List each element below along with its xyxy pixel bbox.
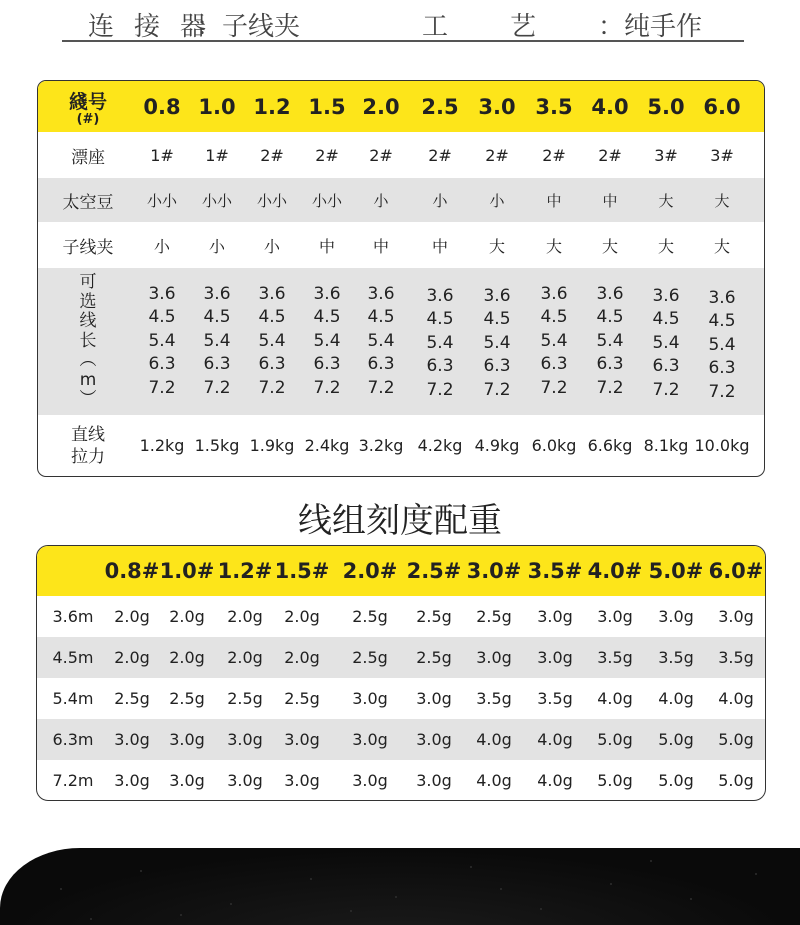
weight-size-header: 3.5#	[527, 559, 583, 583]
float-seat-cell: 3#	[710, 145, 734, 165]
texture-speck	[650, 860, 652, 862]
texture-speck	[470, 866, 472, 868]
length-value: 6.3	[203, 354, 231, 375]
weight-cell: 5.0g	[597, 771, 633, 790]
float-seat-cell: 3#	[654, 145, 678, 165]
weight-cell: 3.0g	[227, 771, 263, 790]
weight-cell: 2.0g	[114, 648, 150, 667]
length-value: 4.5	[258, 307, 286, 328]
size-header-cell: 2.0	[362, 94, 400, 119]
weight-cell: 3.0g	[284, 730, 320, 749]
weight-cell: 4.0g	[537, 730, 573, 749]
length-value: 6.3	[367, 354, 395, 375]
weight-size-header: 0.8#	[104, 559, 160, 583]
weight-size-header: 1.0#	[159, 559, 215, 583]
texture-speck	[395, 896, 397, 898]
texture-speck	[230, 903, 232, 905]
line-length-cell	[189, 268, 245, 415]
line-size-label: 綫号	[68, 91, 107, 113]
float-seat-cell: 1#	[150, 145, 174, 165]
connector-value: ：子线夹	[196, 12, 301, 42]
length-value: 4.5	[148, 307, 176, 328]
length-value: 3.6	[148, 283, 176, 304]
weight-cell: 4.0g	[476, 771, 512, 790]
texture-speck	[310, 878, 312, 880]
length-value: 5.4	[203, 330, 231, 351]
weight-cell: 3.0g	[352, 689, 388, 708]
size-header-cell: 1.2	[253, 94, 291, 119]
space-bean-cell: 小	[489, 191, 505, 210]
line-length-label-char: ︵	[79, 350, 97, 371]
weight-cell: 2.0g	[284, 648, 320, 667]
float-seat-cell: 2#	[485, 145, 509, 165]
length-value: 6.3	[258, 354, 286, 375]
float-seat-label: 漂座	[71, 147, 105, 168]
length-value: 7.2	[426, 379, 454, 400]
weight-row-length: 7.2m	[52, 771, 94, 790]
line-length-cell	[412, 268, 468, 415]
space-bean-row	[38, 178, 764, 222]
texture-speck	[180, 914, 182, 916]
length-value: 6.3	[313, 354, 341, 375]
weight-cell: 3.0g	[537, 607, 573, 626]
clip-label: 子线夹	[62, 237, 114, 258]
length-value: 4.5	[483, 309, 511, 330]
weight-cell: 3.0g	[416, 730, 452, 749]
clip-cell: 中	[431, 236, 448, 256]
line-length-cell	[353, 268, 409, 415]
weight-cell: 3.0g	[169, 771, 205, 790]
weight-header-row	[37, 546, 765, 596]
size-header-cell: 1.0	[198, 94, 236, 119]
length-value: 4.5	[203, 307, 231, 328]
weight-cell: 2.5g	[284, 689, 320, 708]
length-value: 6.3	[148, 354, 176, 375]
weight-cell: 2.5g	[114, 689, 150, 708]
weight-row	[37, 719, 765, 760]
length-value: 3.6	[540, 283, 568, 304]
size-header-cell: 0.8	[143, 94, 181, 119]
weight-cell: 3.0g	[227, 730, 263, 749]
tension-cell: 1.5kg	[194, 436, 240, 455]
connector-label: 连接器	[88, 12, 227, 42]
size-header-cell: 1.5	[308, 94, 346, 119]
space-bean-cell: 小小	[311, 191, 342, 210]
length-value: 5.4	[367, 330, 395, 351]
weight-size-header: 2.5#	[406, 559, 462, 583]
length-value: 4.5	[367, 307, 395, 328]
weight-cell: 3.0g	[169, 730, 205, 749]
length-value: 3.6	[426, 285, 454, 306]
weight-cell: 2.5g	[416, 607, 452, 626]
weight-cell: 5.0g	[718, 771, 754, 790]
length-value: 3.6	[258, 283, 286, 304]
weight-cell: 3.0g	[658, 607, 694, 626]
clip-cell: 大	[713, 236, 730, 256]
line-size-header	[48, 81, 128, 132]
weight-cell: 4.0g	[476, 730, 512, 749]
line-length-label-char: 线	[79, 311, 97, 332]
line-length-cell	[244, 268, 300, 415]
texture-speck	[60, 888, 62, 890]
length-value: 7.2	[258, 377, 286, 398]
weight-row	[37, 596, 765, 637]
length-value: 4.5	[652, 309, 680, 330]
length-value: 6.3	[596, 354, 624, 375]
length-value: 5.4	[596, 330, 624, 351]
texture-speck	[350, 910, 352, 912]
texture-speck	[690, 898, 692, 900]
length-value: 5.4	[483, 332, 511, 353]
length-value: 4.5	[426, 309, 454, 330]
weight-cell: 3.5g	[658, 648, 694, 667]
length-value: 6.3	[708, 358, 736, 379]
dark-background-panel	[0, 848, 800, 925]
weight-cell: 2.0g	[114, 607, 150, 626]
weight-cell: 2.0g	[227, 607, 263, 626]
tension-cell: 3.2kg	[358, 436, 404, 455]
space-bean-cell: 小小	[201, 191, 232, 210]
float-seat-cell: 2#	[542, 145, 566, 165]
length-value: 6.3	[426, 356, 454, 377]
weight-cell: 4.0g	[537, 771, 573, 790]
tension-row	[38, 415, 764, 476]
tension-cell: 1.2kg	[139, 436, 185, 455]
weight-cell: 3.0g	[718, 607, 754, 626]
tension-label	[48, 415, 128, 476]
spec-header	[62, 0, 744, 42]
length-value: 5.4	[652, 332, 680, 353]
length-value: 4.5	[313, 307, 341, 328]
weight-cell: 3.5g	[718, 648, 754, 667]
length-value: 7.2	[203, 377, 231, 398]
weight-cell: 3.0g	[352, 771, 388, 790]
line-length-cell	[134, 268, 190, 415]
tension-label-line: 直线	[71, 424, 105, 445]
weight-size-header: 5.0#	[648, 559, 704, 583]
length-value: 5.4	[258, 330, 286, 351]
space-bean-cell: 大	[658, 191, 674, 210]
length-value: 4.5	[540, 307, 568, 328]
float-seat-cell: 2#	[369, 145, 393, 165]
weight-size-header: 1.2#	[217, 559, 273, 583]
length-value: 7.2	[708, 381, 736, 402]
weight-size-header: 6.0#	[708, 559, 764, 583]
space-bean-cell: 小小	[146, 191, 177, 210]
weight-cell: 2.5g	[352, 648, 388, 667]
weight-cell: 3.0g	[114, 771, 150, 790]
texture-speck	[610, 883, 612, 885]
length-value: 6.3	[483, 356, 511, 377]
float-seat-row	[38, 132, 764, 178]
length-value: 7.2	[596, 377, 624, 398]
texture-speck	[755, 873, 757, 875]
length-value: 5.4	[708, 334, 736, 355]
length-value: 3.6	[483, 285, 511, 306]
weight-cell: 2.5g	[416, 648, 452, 667]
space-bean-cell: 大	[714, 191, 730, 210]
weight-cell: 3.0g	[352, 730, 388, 749]
tension-cell: 8.1kg	[643, 436, 689, 455]
length-value: 3.6	[367, 283, 395, 304]
length-value: 3.6	[708, 287, 736, 308]
weight-cell: 3.0g	[114, 730, 150, 749]
length-value: 4.5	[596, 307, 624, 328]
clip-cell: 大	[657, 236, 674, 256]
size-header-cell: 2.5	[421, 94, 459, 119]
float-seat-cell: 2#	[428, 145, 452, 165]
line-length-cell	[469, 268, 525, 415]
length-value: 3.6	[203, 283, 231, 304]
clip-row	[38, 222, 764, 268]
texture-speck	[500, 888, 502, 890]
float-seat-cell: 2#	[260, 145, 284, 165]
tension-label-line: 拉力	[71, 446, 105, 467]
length-value: 7.2	[313, 377, 341, 398]
weight-row-length: 4.5m	[52, 648, 94, 667]
weight-size-header: 4.0#	[587, 559, 643, 583]
line-length-cell	[582, 268, 638, 415]
length-value: 6.3	[652, 356, 680, 377]
weight-cell: 5.0g	[658, 730, 694, 749]
texture-speck	[540, 908, 542, 910]
length-value: 5.4	[313, 330, 341, 351]
weight-cell: 2.5g	[476, 607, 512, 626]
weight-cell: 2.0g	[227, 648, 263, 667]
space-bean-cell: 小	[373, 191, 389, 210]
line-length-label-char: 长	[79, 330, 97, 351]
space-bean-label: 太空豆	[62, 192, 114, 213]
line-length-label	[48, 268, 128, 415]
size-header-cell: 3.5	[535, 94, 573, 119]
tension-cell: 1.9kg	[249, 436, 295, 455]
length-value: 3.6	[596, 283, 624, 304]
line-length-label-char: 可	[79, 272, 97, 293]
weight-cell: 2.5g	[169, 689, 205, 708]
weight-cell: 2.0g	[284, 607, 320, 626]
clip-cell: 中	[372, 236, 389, 256]
spec-header-row	[38, 81, 764, 132]
texture-speck	[90, 918, 92, 920]
float-seat-cell: 2#	[598, 145, 622, 165]
clip-cell: 小	[263, 236, 280, 256]
weight-cell: 5.0g	[658, 771, 694, 790]
weight-row	[37, 678, 765, 719]
length-value: 3.6	[313, 283, 341, 304]
size-header-cell: 4.0	[591, 94, 629, 119]
craft-label: 工艺	[422, 12, 599, 42]
line-length-label-char: m	[79, 369, 97, 390]
tension-cell: 10.0kg	[694, 436, 750, 455]
weight-row-length: 3.6m	[52, 607, 94, 626]
tension-cell: 4.2kg	[417, 436, 463, 455]
length-value: 6.3	[540, 354, 568, 375]
weight-row	[37, 637, 765, 678]
line-length-label-char: 选	[79, 291, 97, 312]
weight-cell: 2.0g	[169, 648, 205, 667]
weight-cell: 4.0g	[597, 689, 633, 708]
size-header-cell: 6.0	[703, 94, 741, 119]
float-seat-cell: 1#	[205, 145, 229, 165]
length-value: 3.6	[652, 285, 680, 306]
length-value: 5.4	[426, 332, 454, 353]
texture-speck	[140, 870, 142, 872]
weight-cell: 3.5g	[537, 689, 573, 708]
clip-cell: 中	[318, 236, 335, 256]
clip-cell: 小	[153, 236, 170, 256]
size-header-cell: 5.0	[647, 94, 685, 119]
tension-cell: 2.4kg	[304, 436, 350, 455]
weight-cell: 3.5g	[597, 648, 633, 667]
length-value: 4.5	[708, 311, 736, 332]
space-bean-cell: 小	[432, 191, 448, 210]
length-value: 7.2	[652, 379, 680, 400]
size-header-cell: 3.0	[478, 94, 516, 119]
clip-cell: 大	[488, 236, 505, 256]
line-length-cell	[638, 268, 694, 415]
float-seat-cell: 2#	[315, 145, 339, 165]
tension-cell: 4.9kg	[474, 436, 520, 455]
weight-size-header: 2.0#	[342, 559, 398, 583]
line-length-label-char: ︶	[79, 389, 97, 410]
weight-row	[37, 760, 765, 801]
clip-cell: 大	[601, 236, 618, 256]
weight-row-length: 6.3m	[52, 730, 94, 749]
length-value: 7.2	[367, 377, 395, 398]
weight-cell: 5.0g	[718, 730, 754, 749]
line-length-cell	[694, 268, 750, 415]
space-bean-cell: 小小	[256, 191, 287, 210]
tension-cell: 6.0kg	[531, 436, 577, 455]
weight-table	[36, 545, 766, 801]
length-value: 7.2	[148, 377, 176, 398]
length-value: 5.4	[540, 330, 568, 351]
weight-table-title: 线组刻度配重	[298, 501, 502, 541]
length-value: 7.2	[540, 377, 568, 398]
line-length-row	[38, 268, 764, 415]
weight-cell: 5.0g	[597, 730, 633, 749]
spec-table	[37, 80, 765, 477]
weight-row-length: 5.4m	[52, 689, 94, 708]
line-length-cell	[526, 268, 582, 415]
weight-cell: 3.5g	[476, 689, 512, 708]
weight-cell: 3.0g	[416, 689, 452, 708]
length-value: 5.4	[148, 330, 176, 351]
craft-value: ：纯手作	[598, 12, 703, 42]
weight-cell: 4.0g	[718, 689, 754, 708]
weight-cell: 3.0g	[416, 771, 452, 790]
clip-cell: 大	[545, 236, 562, 256]
weight-cell: 4.0g	[658, 689, 694, 708]
weight-cell: 3.0g	[597, 607, 633, 626]
weight-cell: 2.5g	[352, 607, 388, 626]
line-length-cell	[299, 268, 355, 415]
weight-cell: 3.0g	[537, 648, 573, 667]
weight-size-header: 1.5#	[274, 559, 330, 583]
tension-cell: 6.6kg	[587, 436, 633, 455]
weight-cell: 3.0g	[476, 648, 512, 667]
weight-cell: 2.0g	[169, 607, 205, 626]
space-bean-cell: 中	[602, 191, 618, 210]
length-value: 7.2	[483, 379, 511, 400]
clip-cell: 小	[208, 236, 225, 256]
weight-cell: 2.5g	[227, 689, 263, 708]
weight-cell: 3.0g	[284, 771, 320, 790]
space-bean-cell: 中	[546, 191, 562, 210]
line-size-unit: (#)	[76, 112, 100, 127]
weight-size-header: 3.0#	[466, 559, 522, 583]
